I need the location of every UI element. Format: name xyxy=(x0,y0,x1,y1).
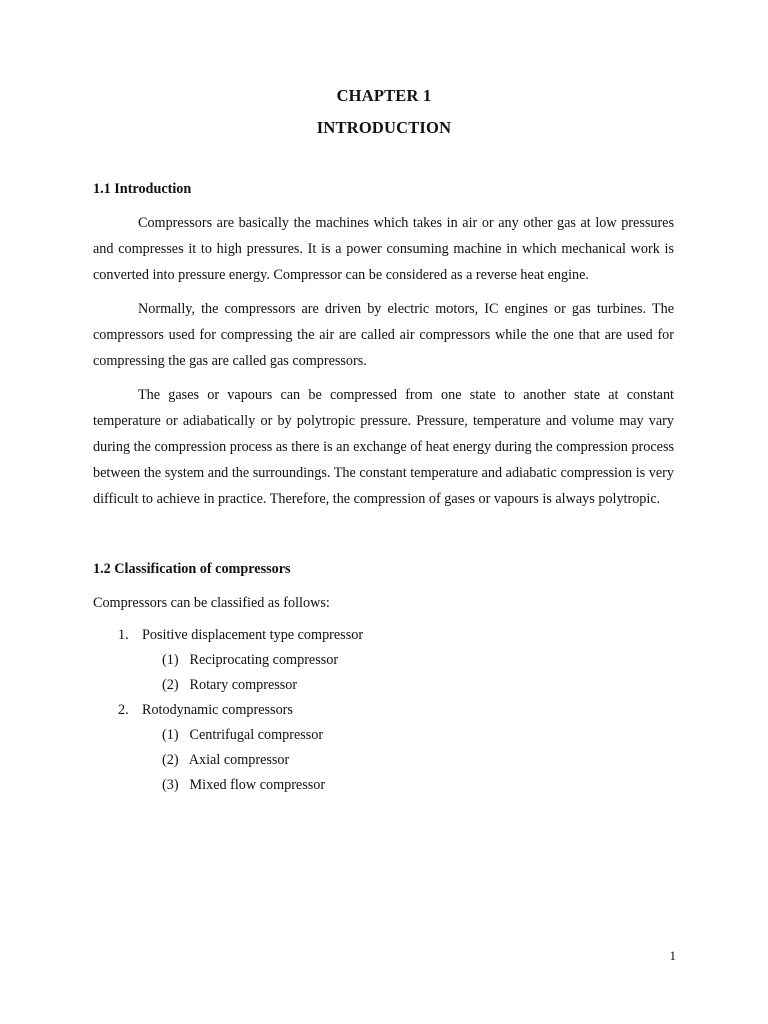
classification-intro: Compressors can be classified as follows: xyxy=(93,595,330,611)
sub-list-number: (1) xyxy=(162,652,179,668)
page-content xyxy=(93,176,674,798)
paragraph: Normally, the compressors are driven by electric motors, IC engines or gas turbines. The compressors used for compressing the air are called air compressors while the one that are used for compressing the gas are called gas compressors. xyxy=(93,301,674,369)
sub-list xyxy=(118,723,674,798)
list-item xyxy=(93,623,674,698)
sub-list-label: Reciprocating compressor xyxy=(189,652,339,668)
sub-list-number: (2) xyxy=(162,752,179,768)
sub-list-item xyxy=(162,748,674,773)
list-label: Positive displacement type compressor xyxy=(142,627,364,643)
sub-list-label: Mixed flow compressor xyxy=(189,777,326,793)
chapter-number: CHAPTER 1 xyxy=(336,86,432,105)
sub-list-label: Axial compressor xyxy=(188,752,290,768)
sub-list-item xyxy=(162,773,674,798)
page-number: 1 xyxy=(669,948,676,963)
sub-list-number: (2) xyxy=(162,677,179,693)
chapter-title: INTRODUCTION xyxy=(316,118,452,137)
sub-list-item xyxy=(162,673,674,698)
sub-list-number: (3) xyxy=(162,777,179,793)
paragraph: The gases or vapours can be compressed from one state to another state at constant temperature or adiabatically or by polytropic pressure. Pressure, temperature and volume may vary during the compression process as there is an exchange of heat energy during the compression process between the system and the surroundings. The constant temperature and adiabatic compression is very difficult to achieve in practice. Therefore, the compression of gases or vapours is always polytropic. xyxy=(93,387,674,507)
section-heading-classification: 1.2 Classification of compressors xyxy=(93,561,291,577)
sub-list-label: Centrifugal compressor xyxy=(189,727,324,743)
sub-list-item xyxy=(162,723,674,748)
section-heading-introduction: 1.1 Introduction xyxy=(93,181,192,197)
list-number: 2. xyxy=(118,702,129,718)
list-item xyxy=(93,698,674,798)
paragraph: Compressors are basically the machines which takes in air or any other gas at low pressures and compresses it to high pressures. It is a power consuming machine in which mechanical work is converted into pressure energy. Compressor can be considered as a reverse heat engine. xyxy=(93,215,674,283)
sub-list-item xyxy=(162,648,674,673)
list-label: Rotodynamic compressors xyxy=(142,702,293,718)
list-number: 1. xyxy=(118,627,129,643)
classification-list xyxy=(93,623,674,798)
sub-list xyxy=(118,648,674,698)
sub-list-number: (1) xyxy=(162,727,179,743)
sub-list-label: Rotary compressor xyxy=(189,677,298,693)
